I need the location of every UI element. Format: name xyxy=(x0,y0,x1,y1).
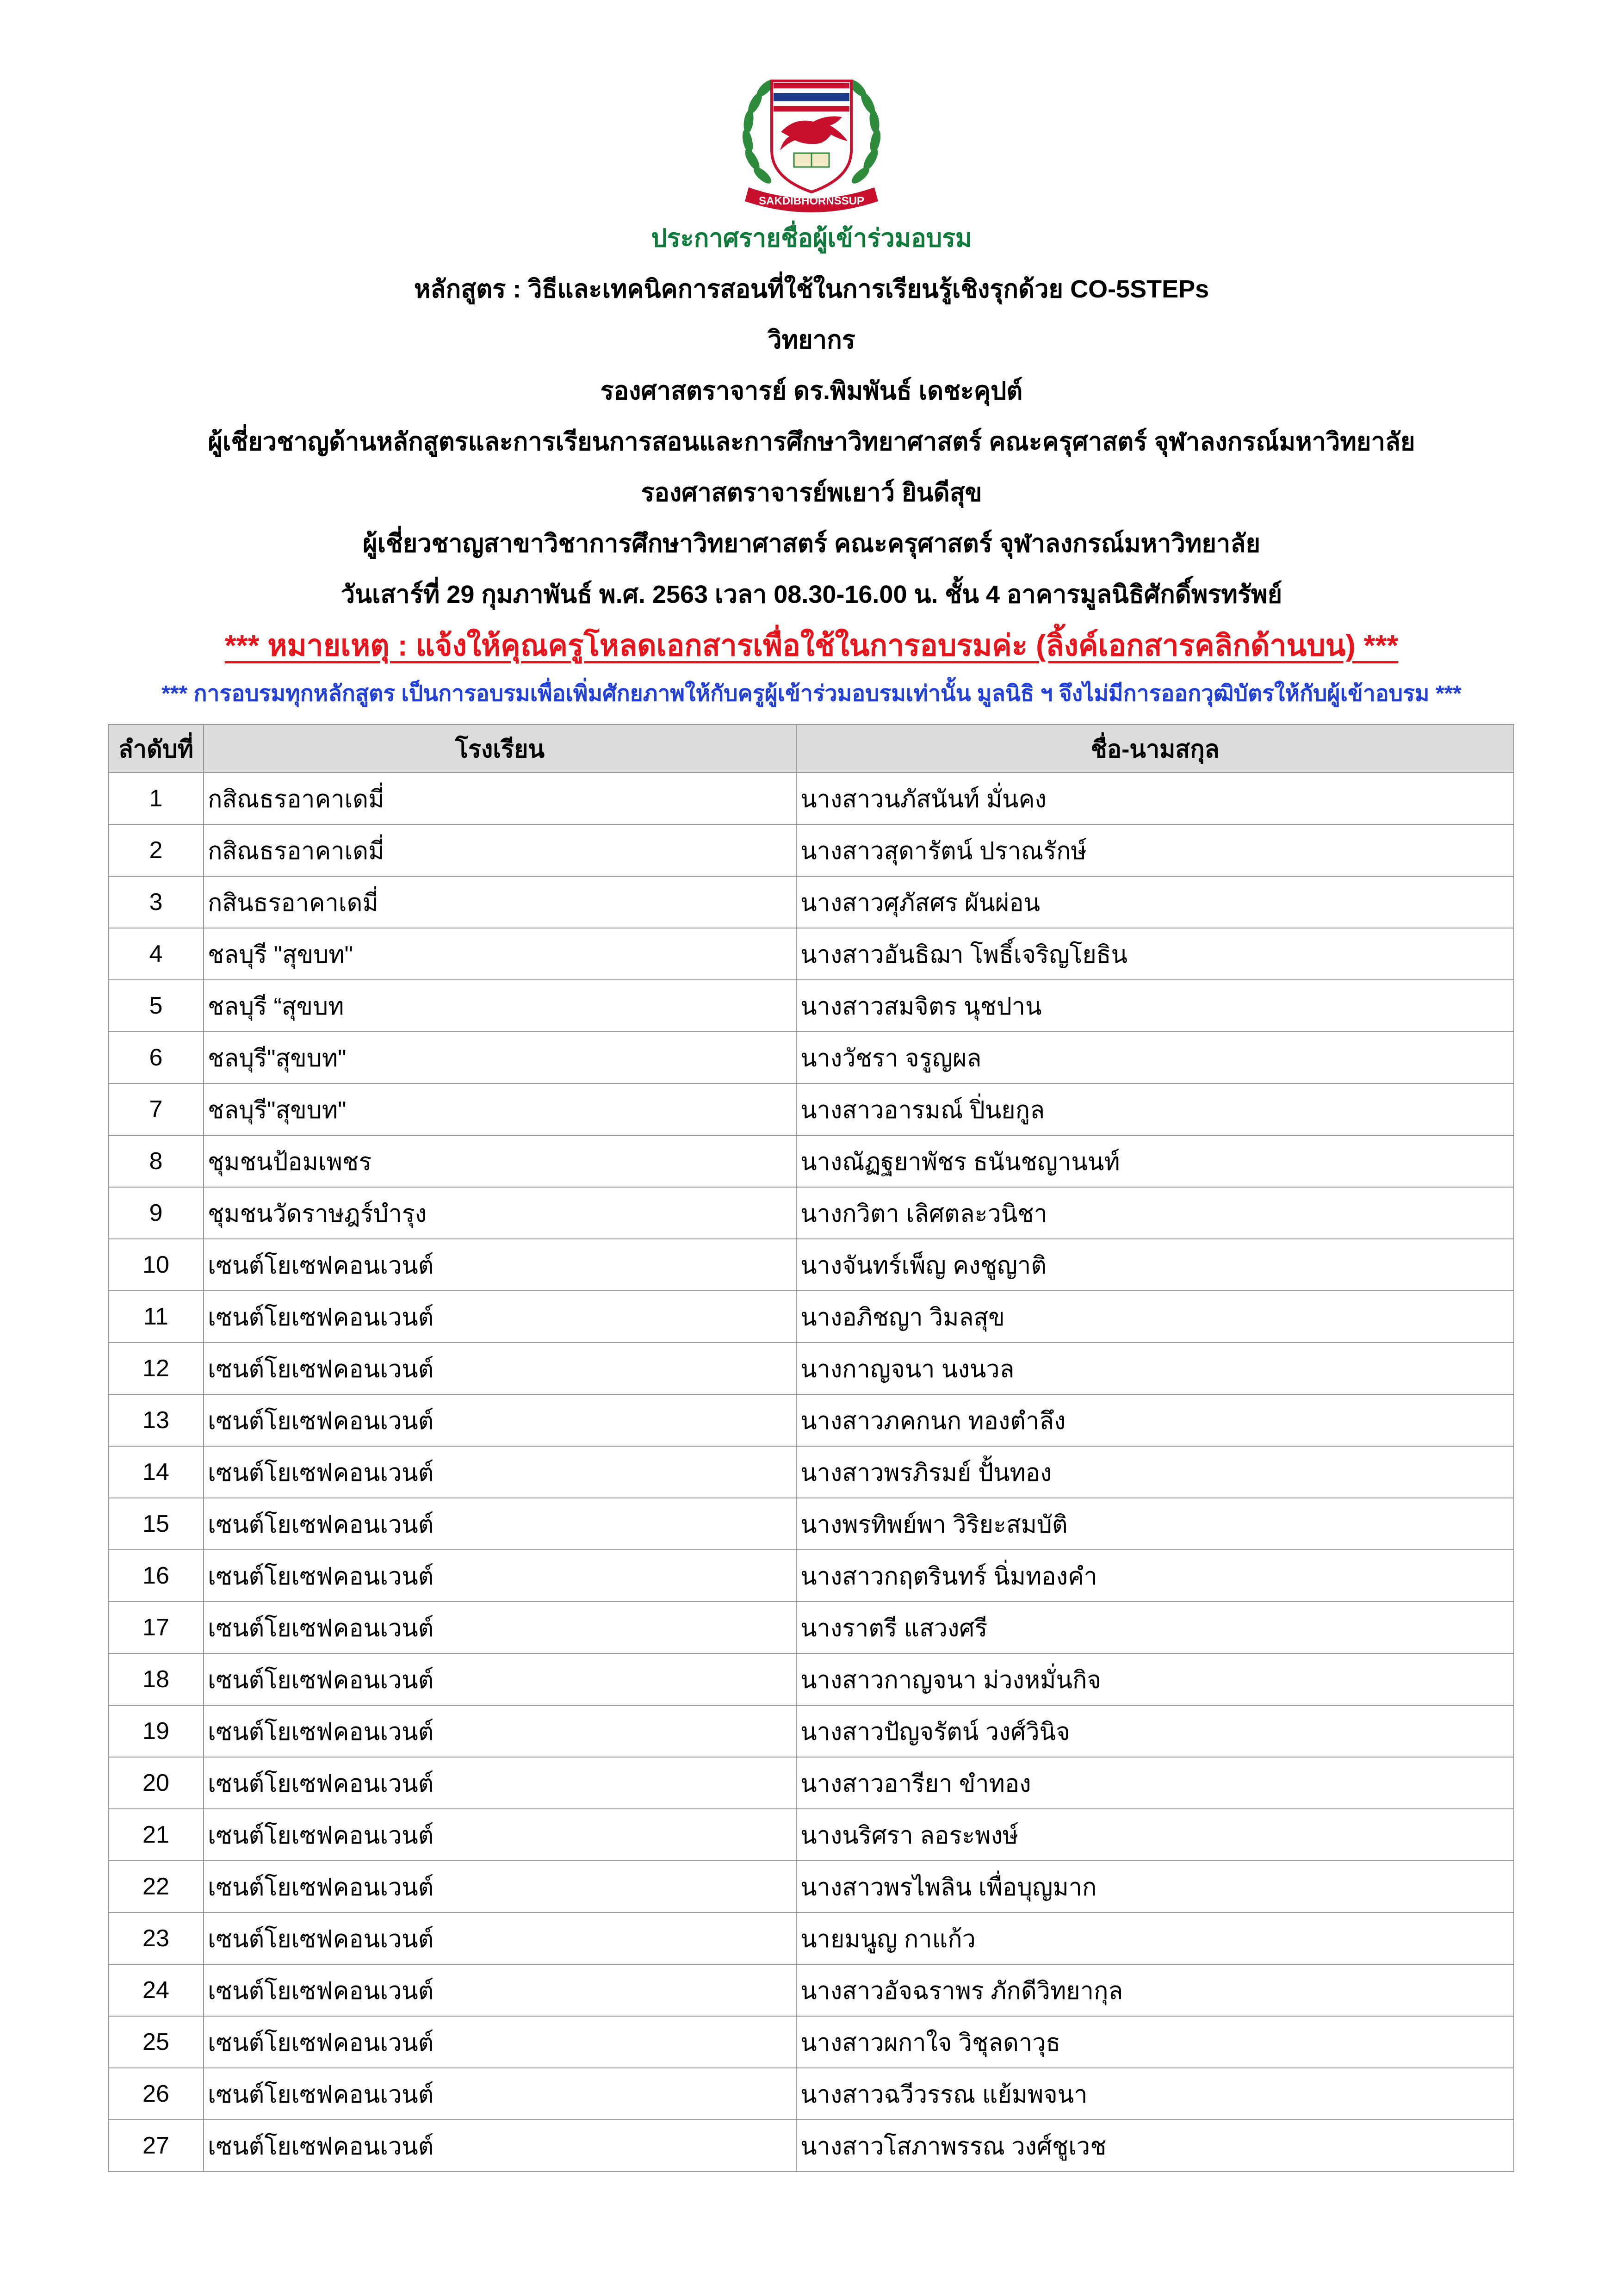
row-name: นางวัชรา จรูญผล xyxy=(796,1032,1514,1083)
row-number: 2 xyxy=(108,824,204,876)
row-school: ชุมชนวัดราษฎร์บำรุง xyxy=(204,1187,796,1239)
row-number: 26 xyxy=(108,2068,204,2120)
row-name: นางอภิชญา วิมลสุข xyxy=(796,1291,1514,1343)
page-title: ประกาศรายชื่อผู้เข้าร่วมอบรม xyxy=(651,224,972,252)
row-number: 20 xyxy=(108,1757,204,1809)
row-number: 4 xyxy=(108,928,204,980)
row-number: 10 xyxy=(108,1239,204,1291)
table-row xyxy=(108,1083,1514,1135)
table-row xyxy=(108,1239,1514,1291)
row-name: นางสาวสุดารัตน์ ปราณรักษ์ xyxy=(796,824,1514,876)
row-name: นางสาวศุภัสศร ผันผ่อน xyxy=(796,876,1514,928)
row-school: กสิณธรอาคาเดมี่ xyxy=(204,824,796,876)
participant-table xyxy=(108,724,1514,2172)
table-row xyxy=(108,824,1514,876)
table-row xyxy=(108,1912,1514,1964)
row-school: เซนต์โยเซฟคอนเวนต์ xyxy=(204,1239,796,1291)
course-title: หลักสูตร : วิธีและเทคนิคการสอนที่ใช้ในการเรียนรู้เชิงรุกด้วย CO-5STEPs xyxy=(414,275,1209,303)
row-name: นางสาวพรภิรมย์ ปั้นทอง xyxy=(796,1446,1514,1498)
row-number: 25 xyxy=(108,2016,204,2068)
row-name: นางณัฏฐยาพัชร ธนันชญานนท์ xyxy=(796,1135,1514,1187)
row-name: นางสาวอารียา ขำทอง xyxy=(796,1757,1514,1809)
table-row xyxy=(108,1757,1514,1809)
speaker2-name: รองศาสตราจารย์พเยาว์ ยินดีสุข xyxy=(641,479,982,507)
table-row xyxy=(108,1602,1514,1653)
column-header-number: ลำดับที่ xyxy=(108,724,204,773)
row-name: นางกวิตา เลิศตละวนิชา xyxy=(796,1187,1514,1239)
row-school: เซนต์โยเซฟคอนเวนต์ xyxy=(204,1653,796,1705)
row-number: 19 xyxy=(108,1705,204,1757)
row-school: ชุมชนป้อมเพชร xyxy=(204,1135,796,1187)
row-name: นางสาวฉวีวรรณ แย้มพจนา xyxy=(796,2068,1514,2120)
table-row xyxy=(108,773,1514,824)
row-number: 15 xyxy=(108,1498,204,1550)
table-row xyxy=(108,876,1514,928)
row-school: ชลบุรี"สุขบท" xyxy=(204,1083,796,1135)
table-row xyxy=(108,1394,1514,1446)
speaker2-title: ผู้เชี่ยวชาญสาขาวิชาการศึกษาวิทยาศาสตร์ คณะครุศาสตร์ จุฬาลงกรณ์มหาวิทยาลัย xyxy=(362,530,1261,557)
table-row xyxy=(108,1446,1514,1498)
row-school: เซนต์โยเซฟคอนเวนต์ xyxy=(204,1550,796,1602)
table-row xyxy=(108,1705,1514,1757)
row-number: 1 xyxy=(108,773,204,824)
row-name: นางสาวสมจิตร นุชปาน xyxy=(796,980,1514,1032)
table-row xyxy=(108,2120,1514,2172)
row-school: เซนต์โยเซฟคอนเวนต์ xyxy=(204,1757,796,1809)
table-row xyxy=(108,1653,1514,1705)
table-row xyxy=(108,1291,1514,1343)
foundation-logo xyxy=(735,62,888,216)
row-number: 16 xyxy=(108,1550,204,1602)
row-name: นางสาวกฤตรินทร์ นิ่มทองคำ xyxy=(796,1550,1514,1602)
row-name: นางพรทิพย์พา วิริยะสมบัติ xyxy=(796,1498,1514,1550)
table-header-row xyxy=(108,724,1514,773)
row-number: 14 xyxy=(108,1446,204,1498)
table-row xyxy=(108,1498,1514,1550)
row-name: นางนริศรา ลอระพงษ์ xyxy=(796,1809,1514,1861)
row-name: นางสาวพรไพลิน เพื่อบุญมาก xyxy=(796,1861,1514,1912)
row-number: 9 xyxy=(108,1187,204,1239)
certificate-disclaimer: *** การอบรมทุกหลักสูตร เป็นการอบรมเพื่อเพิ่มศักยภาพให้กับครูผู้เข้าร่วมอบรมเท่านั้น มูลนิธิ ฯ จึงไม่มีการออกวุฒิบัตรให้กับผู้เข้าอบรม *** xyxy=(161,681,1462,706)
row-school: กสินธรอาคาเดมี่ xyxy=(204,876,796,928)
table-row xyxy=(108,1032,1514,1083)
announcement-header xyxy=(0,213,1623,717)
column-header-school: โรงเรียน xyxy=(204,724,796,773)
row-school: เซนต์โยเซฟคอนเวนต์ xyxy=(204,1343,796,1394)
row-number: 17 xyxy=(108,1602,204,1653)
logo-text: SAKDIBHORNSSUP xyxy=(758,195,865,207)
event-datetime: วันเสาร์ที่ 29 กุมภาพันธ์ พ.ศ. 2563 เวลา 08.30-16.00 น. ชั้น 4 อาคารมูลนิธิศักดิ์พรทรัพย์ xyxy=(341,581,1282,608)
table-row xyxy=(108,2016,1514,2068)
row-school: ชลบุรี"สุขบท" xyxy=(204,1032,796,1083)
row-school: เซนต์โยเซฟคอนเวนต์ xyxy=(204,1602,796,1653)
row-school: กสิณธรอาคาเดมี่ xyxy=(204,773,796,824)
table-row xyxy=(108,928,1514,980)
row-name: นางสาวอัจฉราพร ภักดีวิทยากุล xyxy=(796,1964,1514,2016)
row-school: ชลบุรี “สุขบท xyxy=(204,980,796,1032)
row-number: 8 xyxy=(108,1135,204,1187)
document-link-note[interactable]: *** หมายเหตุ : แจ้งให้คุณครูโหลดเอกสารเพื่อใช้ในการอบรมค่ะ (ลิ้งค์เอกสารคลิกด้านบน) *** xyxy=(224,629,1399,662)
speaker1-title: ผู้เชี่ยวชาญด้านหลักสูตรและการเรียนการสอนและการศึกษาวิทยาศาสตร์ คณะครุศาสตร์ จุฬาลงกรณ์มหาวิทยาลัย xyxy=(208,428,1415,456)
row-school: เซนต์โยเซฟคอนเวนต์ xyxy=(204,1291,796,1343)
row-number: 21 xyxy=(108,1809,204,1861)
table-row xyxy=(108,1550,1514,1602)
row-name: นางสาวนภัสนันท์ มั่นคง xyxy=(796,773,1514,824)
speaker1-name: รองศาสตราจารย์ ดร.พิมพันธ์ เดชะคุปต์ xyxy=(600,377,1023,405)
row-school: เซนต์โยเซฟคอนเวนต์ xyxy=(204,2120,796,2172)
row-school: เซนต์โยเซฟคอนเวนต์ xyxy=(204,1861,796,1912)
row-number: 7 xyxy=(108,1083,204,1135)
row-name: นางสาวโสภาพรรณ วงศ์ชูเวช xyxy=(796,2120,1514,2172)
row-name: นางสาวกาญจนา ม่วงหมั่นกิจ xyxy=(796,1653,1514,1705)
row-school: เซนต์โยเซฟคอนเวนต์ xyxy=(204,1705,796,1757)
table-row xyxy=(108,1964,1514,2016)
table-row xyxy=(108,1187,1514,1239)
row-number: 3 xyxy=(108,876,204,928)
table-row xyxy=(108,1135,1514,1187)
row-number: 13 xyxy=(108,1394,204,1446)
speaker-label: วิทยากร xyxy=(768,326,855,354)
row-number: 22 xyxy=(108,1861,204,1912)
row-name: นางสาวอารมณ์ ปิ่นยกูล xyxy=(796,1083,1514,1135)
table-row xyxy=(108,1861,1514,1912)
table-row xyxy=(108,2068,1514,2120)
row-number: 5 xyxy=(108,980,204,1032)
row-number: 12 xyxy=(108,1343,204,1394)
logo-emblem-icon xyxy=(735,62,888,216)
table-row xyxy=(108,1343,1514,1394)
column-header-name: ชื่อ-นามสกุล xyxy=(796,724,1514,773)
table-row xyxy=(108,1809,1514,1861)
row-school: เซนต์โยเซฟคอนเวนต์ xyxy=(204,2016,796,2068)
row-name: นางจันทร์เพ็ญ คงชูญาติ xyxy=(796,1239,1514,1291)
row-number: 18 xyxy=(108,1653,204,1705)
row-name: นางสาวภคกนก ทองตำลึง xyxy=(796,1394,1514,1446)
row-school: เซนต์โยเซฟคอนเวนต์ xyxy=(204,1498,796,1550)
row-name: นายมนูญ กาแก้ว xyxy=(796,1912,1514,1964)
row-school: เซนต์โยเซฟคอนเวนต์ xyxy=(204,1912,796,1964)
table-row xyxy=(108,980,1514,1032)
row-name: นางกาญจนา นงนวล xyxy=(796,1343,1514,1394)
row-school: เซนต์โยเซฟคอนเวนต์ xyxy=(204,1394,796,1446)
row-number: 6 xyxy=(108,1032,204,1083)
row-name: นางราตรี แสวงศรี xyxy=(796,1602,1514,1653)
row-number: 23 xyxy=(108,1912,204,1964)
row-school: เซนต์โยเซฟคอนเวนต์ xyxy=(204,1809,796,1861)
row-number: 27 xyxy=(108,2120,204,2172)
row-school: ชลบุรี "สุขบท" xyxy=(204,928,796,980)
row-number: 24 xyxy=(108,1964,204,2016)
row-school: เซนต์โยเซฟคอนเวนต์ xyxy=(204,1446,796,1498)
row-name: นางสาวผกาใจ วิชุลดาวุธ xyxy=(796,2016,1514,2068)
row-school: เซนต์โยเซฟคอนเวนต์ xyxy=(204,1964,796,2016)
row-number: 11 xyxy=(108,1291,204,1343)
row-name: นางสาวอันธิฌา โพธิ์เจริญโยธิน xyxy=(796,928,1514,980)
row-school: เซนต์โยเซฟคอนเวนต์ xyxy=(204,2068,796,2120)
row-name: นางสาวปัญจรัตน์ วงศ์วินิจ xyxy=(796,1705,1514,1757)
